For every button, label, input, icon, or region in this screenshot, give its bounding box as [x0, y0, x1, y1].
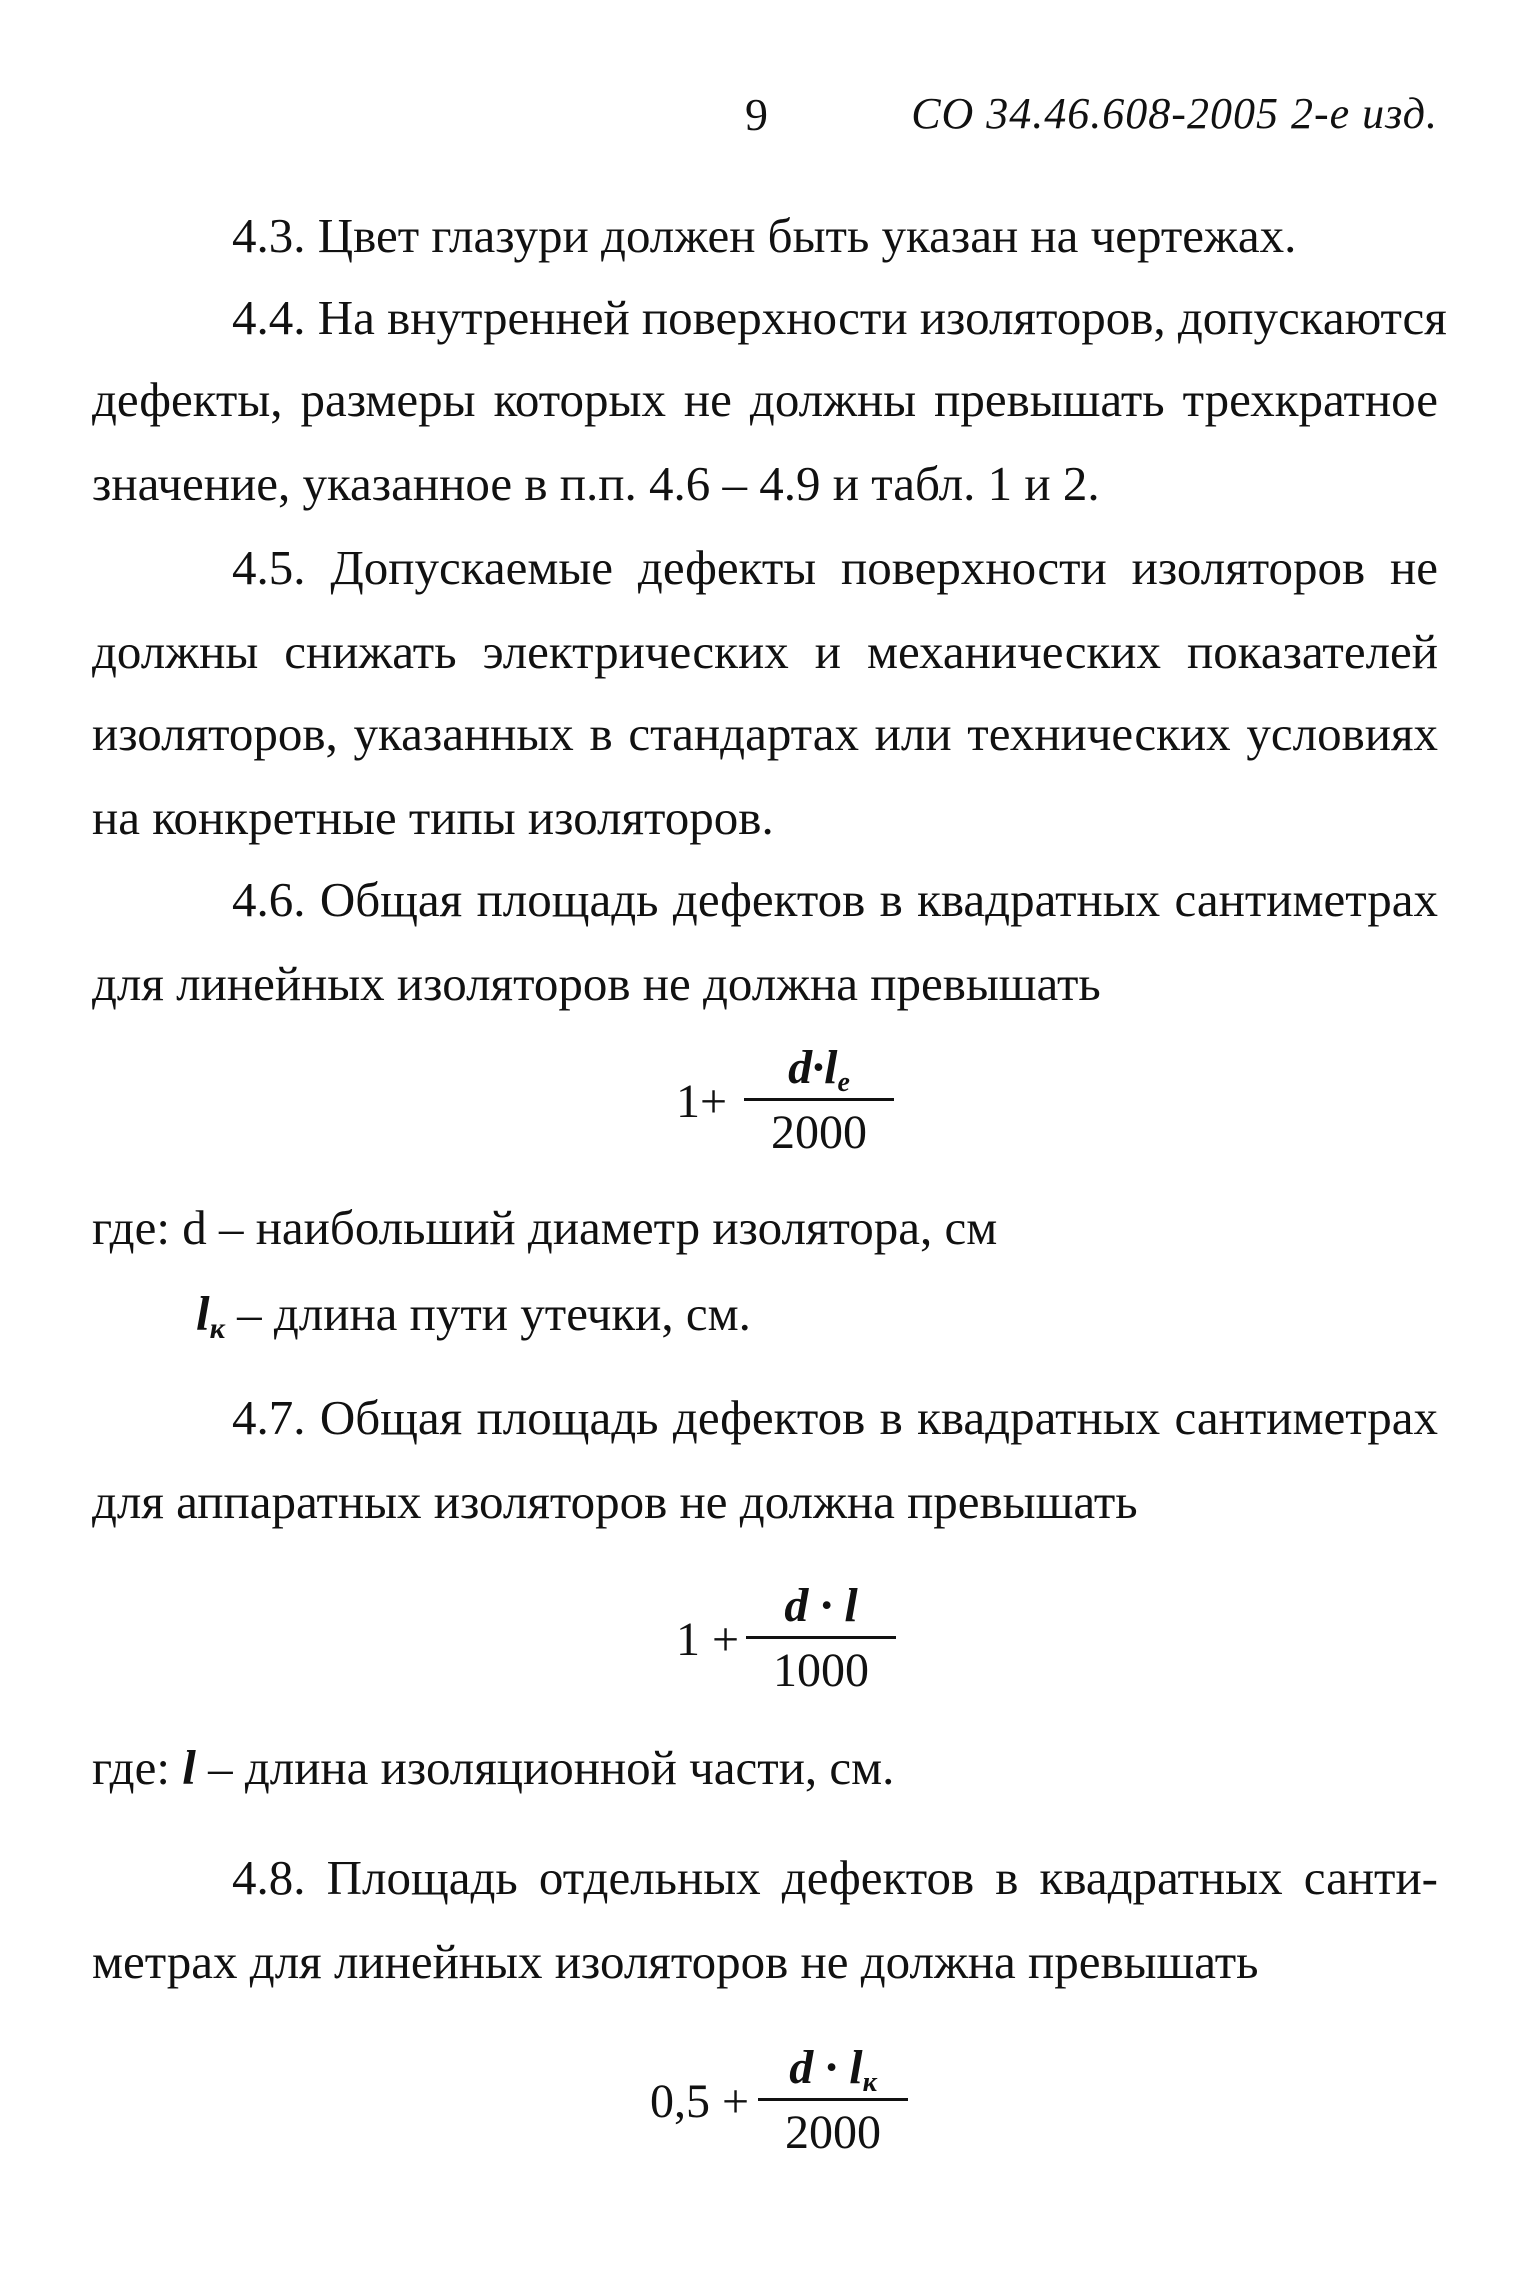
- formula-denominator: 1000: [773, 1644, 869, 1697]
- where-l-definition: – длина изоляционной части, см.: [195, 1740, 895, 1795]
- fraction-bar: [744, 1098, 894, 1101]
- where-4-7-line: [92, 1740, 1438, 1796]
- where-4-6-line-2: [196, 1286, 1530, 1357]
- paragraph-4-5-line-2: должны снижать электрических и механических показателей: [92, 624, 1438, 679]
- formula-lead: 1+: [676, 1075, 728, 1128]
- formula-lead: 1 +: [676, 1613, 740, 1666]
- variable-subscript: к: [209, 1312, 225, 1345]
- formula-fraction: [758, 2040, 908, 2161]
- paragraph-4-6-line-2: для линейных изоляторов не должна превышать: [92, 956, 1101, 1011]
- formula-numerator: $d\cdot l_e$: [788, 1041, 850, 1098]
- paragraph-4-5-line-4: на конкретные типы изоляторов.: [92, 790, 774, 845]
- paragraph-4-4-line-3: значение, указанное в п.п. 4.6 – 4.9 и табл. 1 и 2.: [92, 456, 1100, 511]
- paragraph-4-4-line-1: 4.4. На внутренней поверхности изоляторов, допускаются: [232, 290, 1447, 345]
- paragraph-4-5-line-1: 4.5. Допускаемые дефекты поверхности изоляторов не: [232, 540, 1438, 595]
- paragraph-4-4-line-2: дефекты, размеры которых не должны превышать трехкратное: [92, 372, 1438, 427]
- variable-l: l: [196, 1286, 210, 1341]
- formula-4-7: [676, 1578, 916, 1698]
- formula-numerator: d · l: [784, 1579, 858, 1632]
- formula-4-6: [676, 1040, 916, 1160]
- formula-4-8: [650, 2040, 930, 2160]
- paragraph-4-8-line-1: 4.8. Площадь отдельных дефектов в квадратных санти-: [232, 1850, 1438, 1905]
- variable-l: l: [182, 1740, 196, 1795]
- formula-fraction: [746, 1578, 896, 1699]
- page-number: 9: [745, 89, 768, 140]
- fraction-bar: [758, 2098, 908, 2101]
- formula-numerator: $d \cdot l_к$: [789, 2041, 877, 2098]
- document-code: СО 34.46.608-2005 2-е изд.: [911, 89, 1438, 138]
- page-header: [0, 88, 1530, 158]
- formula-denominator: 2000: [785, 2106, 881, 2159]
- paragraph-4-5-line-3: изоляторов, указанных в стандартах или технических условиях: [92, 706, 1438, 761]
- formula-lead: 0,5 +: [650, 2075, 750, 2128]
- where-label: где:: [92, 1200, 170, 1255]
- paragraph-4-7-line-2: для аппаратных изоляторов не должна превышать: [92, 1474, 1138, 1529]
- where-label: где:: [92, 1740, 170, 1795]
- formula-denominator: 2000: [771, 1106, 867, 1159]
- where-4-6-line-1: [92, 1200, 1438, 1256]
- paragraph-4-3: 4.3. Цвет глазури должен быть указан на чертежах.: [232, 208, 1297, 263]
- formula-fraction: [744, 1040, 894, 1161]
- where-d-definition: d – наибольший диаметр изолятора, см: [182, 1200, 998, 1255]
- where-lk-definition: – длина пути утечки, см.: [224, 1286, 751, 1341]
- paragraph-4-6-line-1: 4.6. Общая площадь дефектов в квадратных сантиметрах: [232, 872, 1438, 927]
- fraction-bar: [746, 1636, 896, 1639]
- paragraph-4-7-line-1: 4.7. Общая площадь дефектов в квадратных сантиметрах: [232, 1390, 1438, 1445]
- paragraph-4-8-line-2: метрах для линейных изоляторов не должна превышать: [92, 1934, 1259, 1989]
